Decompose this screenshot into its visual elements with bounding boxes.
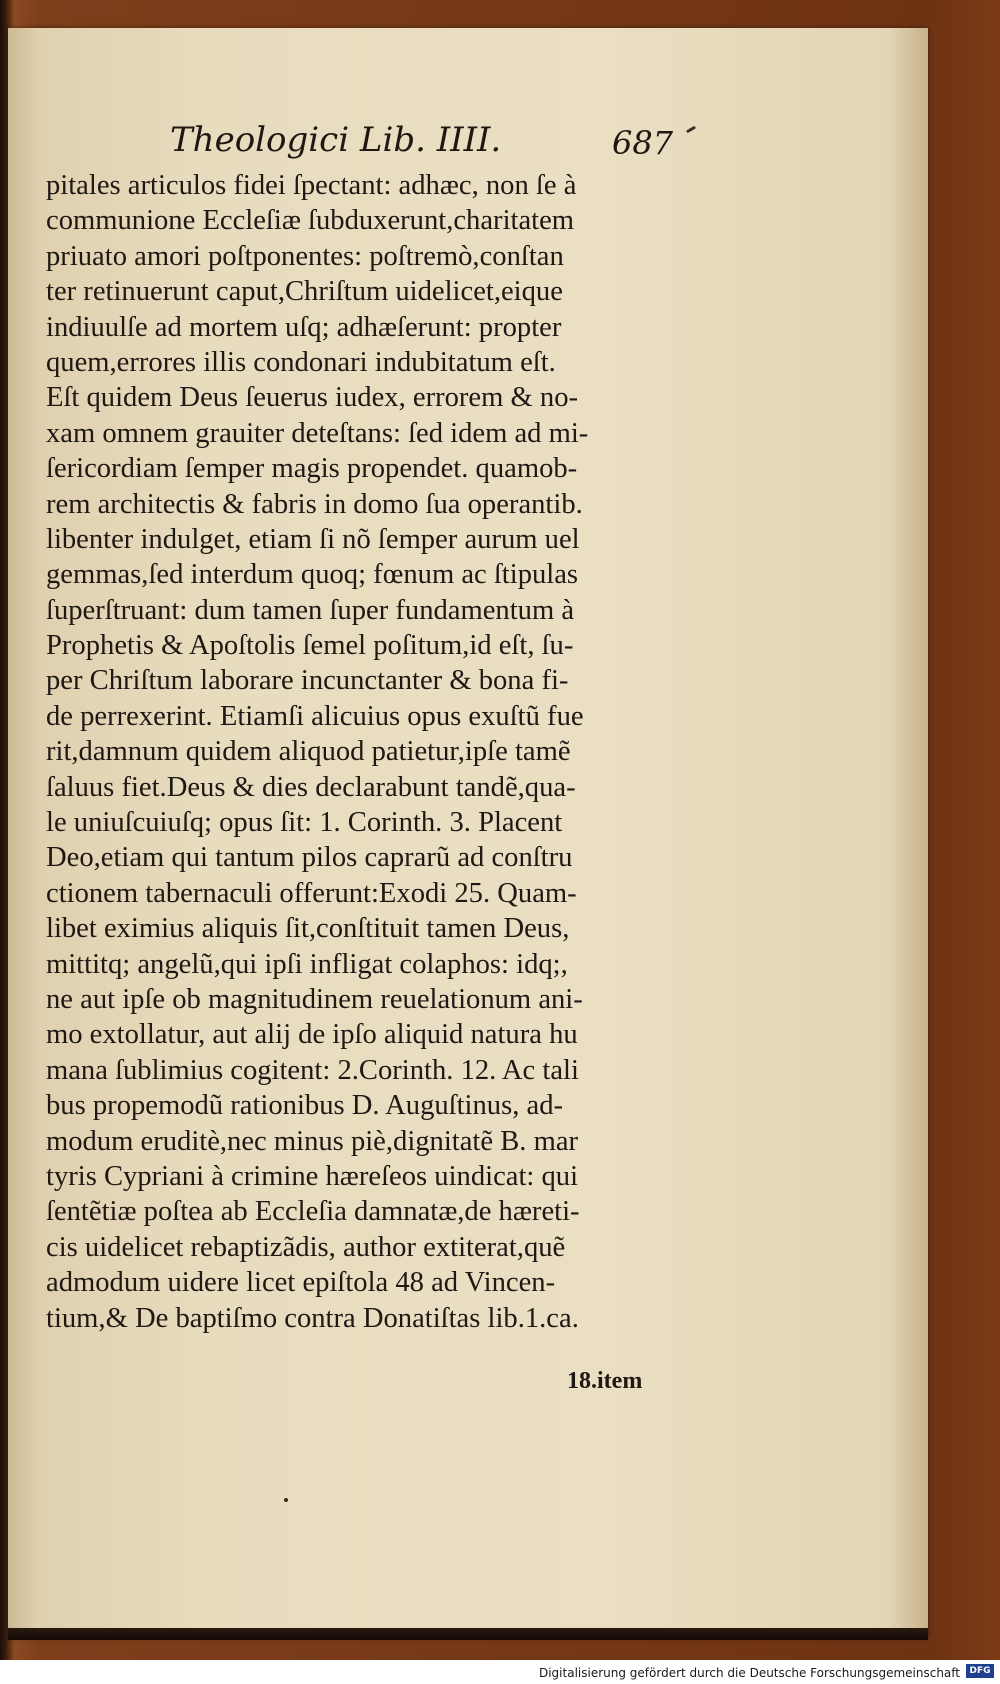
funding-credit: Digitalisierung gefördert durch die Deutsche Forschungsgemeinschaft — [538, 1666, 960, 1680]
text-line: xam omnem grauiter deteſtans: ſed idem ad mi- — [46, 417, 589, 449]
text-line: ſentẽtiæ poſtea ab Eccleſia damnatæ,de hæreti- — [46, 1196, 580, 1228]
text-line: mana ſublimius cogitent: 2.Corinth. 12. Ac tali — [46, 1054, 579, 1086]
text-line: admodum uidere licet epiſtola 48 ad Vincen- — [46, 1267, 556, 1299]
text-line: ctionem tabernaculi offerunt:Exodi 25. Quam- — [46, 877, 577, 909]
text-line: modum eruditè,nec minus piè,dignitatẽ B. mar — [46, 1125, 579, 1157]
text-line: libenter indulget, etiam ſi nõ ſemper aurum uel — [46, 523, 580, 555]
text-line: pitales articulos fidei ſpectant: adhæc, non ſe à — [46, 170, 577, 201]
text-line: ſuperſtruant: dum tamen ſuper fundamentum à — [46, 594, 575, 626]
text-line: priuato amori poſtponentes: poſtremò,conſtan — [46, 240, 564, 272]
text-line: ter retinuerunt caput,Chriſtum uidelicet,eique — [46, 276, 563, 308]
text-line: gemmas,ſed interdum quoq; fœnum ac ſtipulas — [46, 559, 579, 591]
text-line: mittitq; angelũ,qui ipſi infligat colaphos: idq;, — [46, 948, 568, 980]
text-line: de perrexerint. Etiamſi alicuius opus exuſtũ fue — [46, 700, 584, 732]
text-line: le uniuſcuiuſq; opus ſit: 1. Corinth. 3. Placent — [46, 807, 563, 839]
text-line: quem,errores illis condonari indubitatum eſt. — [46, 346, 556, 378]
text-line: rit,damnum quidem aliquod patietur,ipſe tamẽ — [46, 736, 571, 768]
text-line: per Chriſtum laborare incunctanter & bona fi- — [46, 665, 569, 697]
text-line: communione Eccleſiæ ſubduxerunt,charitatem — [46, 205, 575, 237]
text-line: rem architectis & fabris in domo ſua operantib. — [46, 488, 583, 520]
text-line: Eſt quidem Deus ſeuerus iudex, errorem & no- — [46, 382, 579, 414]
text-line: libet eximius aliquis ſit,conſtituit tamen Deus, — [46, 913, 570, 945]
text-line: tium,& De baptiſmo contra Donatiſtas lib.1.ca. — [46, 1302, 579, 1334]
text-line: ſericordiam ſemper magis propendet. quamob- — [46, 453, 578, 485]
text-line: tyris Cypriani à crimine hæreſeos uindicat: qui — [46, 1160, 579, 1192]
text-line: Prophetis & Apoſtolis ſemel poſitum,id eſt, ſu- — [46, 630, 574, 662]
text-line: ſaluus fiet.Deus & dies declarabunt tandẽ,qua- — [46, 771, 576, 803]
text-line: ne aut ipſe ob magnitudinem reuelationum ani- — [46, 983, 583, 1015]
catchword: 18.item — [567, 1368, 643, 1394]
page-number: 687 — [612, 124, 674, 162]
running-title: Theologici Lib. IIII. — [170, 120, 502, 160]
text-line: cis uidelicet rebaptizãdis, author extiterat,quẽ — [46, 1231, 566, 1263]
ink-speck — [284, 1498, 288, 1502]
text-line: bus propemodũ rationibus D. Auguſtinus, ad- — [46, 1090, 564, 1122]
dfg-logo-icon: DFG — [966, 1664, 994, 1678]
text-line: mo extollatur, aut alij de ipſo aliquid natura hu — [46, 1019, 578, 1051]
text-line: Deo,etiam qui tantum pilos caprarũ ad conſtru — [46, 842, 573, 874]
body-text — [46, 168, 686, 1336]
page-edge-shadow — [8, 1628, 928, 1640]
text-line: indiuulſe ad mortem uſq; adhæſerunt: propter — [46, 311, 562, 343]
